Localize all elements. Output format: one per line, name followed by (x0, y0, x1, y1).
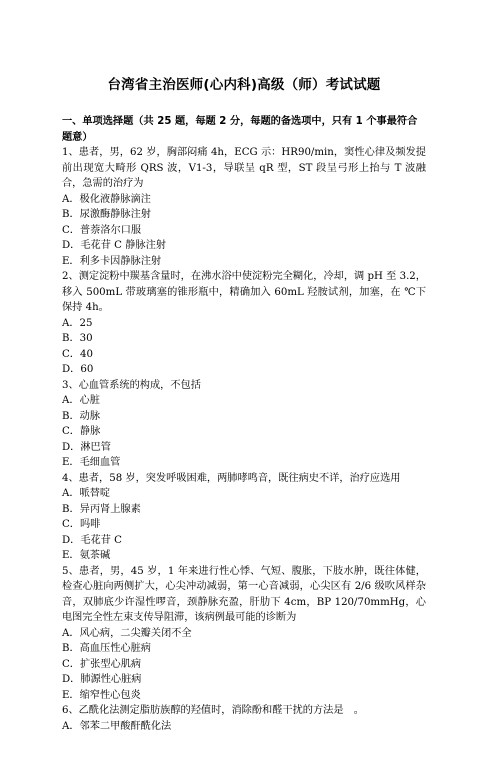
answer-option: A．心脏 (62, 395, 100, 406)
answer-option: D．淋巴管 (62, 441, 111, 453)
answer-option: A．风心病，二尖瓣关闭不全 (62, 627, 192, 639)
answer-option: B．动脉 (62, 410, 101, 422)
answer-option: B．尿激酶静脉注射 (62, 209, 151, 220)
question-text: 4、患者，58 岁，突发呼吸困难，两肺哮鸣音，既往病史不详，治疗应选用 (62, 472, 401, 484)
answer-option: D．肺源性心脏病 (62, 674, 142, 685)
question-block (62, 378, 426, 471)
question-text: 3、心血管系统的构成，不包括 (62, 379, 201, 391)
answer-option: C．扩张型心肌病 (62, 658, 142, 670)
document-title: 台湾省主治医师(心内科)高级（师）考试试题 (107, 77, 381, 93)
answer-option: A．邻苯二甲酸酐酰化法 (62, 720, 172, 732)
answer-option: A．哌替啶 (62, 488, 111, 499)
answer-option: D．毛花苷 C (62, 534, 122, 546)
answer-option: D．60 (62, 364, 94, 375)
question-text: 2、测定淀粉中羰基含量时，在沸水浴中使淀粉完全糊化，冷却，调 pH 至 3.2，移入 500mL 带玻璃塞的锥形瓶中，精确加入 60mL 羟胺试剂，加塞，在 ℃下保持 4h。 (62, 271, 426, 313)
answer-option: B．高血压性心脏病 (62, 643, 151, 654)
question-text: 6、乙酰化法测定脂肪族醇的羟值时，消除酚和醛干扰的方法是 。 (62, 705, 364, 716)
answer-option: E．氨茶碱 (62, 550, 111, 561)
answer-option: C．普萘洛尔口服 (62, 224, 142, 236)
answer-option: C．40 (62, 348, 93, 360)
question-text: 5、患者，男，45 岁，1 年来进行性心悸、气短、腹胀，下肢水肿，既往体健，检查心脏向两侧扩大，心尖冲动减弱，第一心音减弱，心尖区有 2/6 级吹风样杂音，双肺底少许湿性啰音，颈静脉充盈，肝肋下 4cm，BP 120/70mmHg，心电图完全性左束支传导阻滞，该病例最可能的诊断为 (62, 565, 426, 623)
answer-option: E．缩窄性心包炎 (62, 689, 141, 701)
answer-option: B．30 (62, 333, 93, 344)
question-block (62, 471, 426, 564)
answer-option: B．异丙肾上腺素 (62, 503, 141, 515)
answer-option: E．毛细血管 (62, 457, 121, 468)
answer-option: D．毛花苷 C 静脉注射 (62, 240, 166, 251)
answer-option: C．静脉 (62, 426, 101, 437)
question-block (62, 703, 426, 734)
answer-option: A．极化液静脉滴注 (62, 193, 151, 205)
answer-option: C．吗啡 (62, 519, 101, 530)
answer-option: A．25 (62, 317, 93, 329)
question-list (62, 145, 426, 734)
section-heading: 一、单项选择题（共 25 题，每题 2 分，每题的备选项中，只有 1 个事最符合题意） (62, 116, 418, 143)
question-block (62, 269, 426, 378)
question-text: 1、患者，男，62 岁，胸部闷痛 4h，ECG 示：HR90/min，窦性心律及频发提前出现宽大畸形 QRS 波，V1-3，导联呈 qR 型，ST 段呈弓形上抬与 T 波融合，急需的治疗为 (62, 147, 426, 189)
question-block (62, 564, 426, 704)
answer-option: E．利多卡因静脉注射 (62, 255, 162, 267)
document-page (0, 77, 496, 779)
question-block (62, 145, 426, 269)
